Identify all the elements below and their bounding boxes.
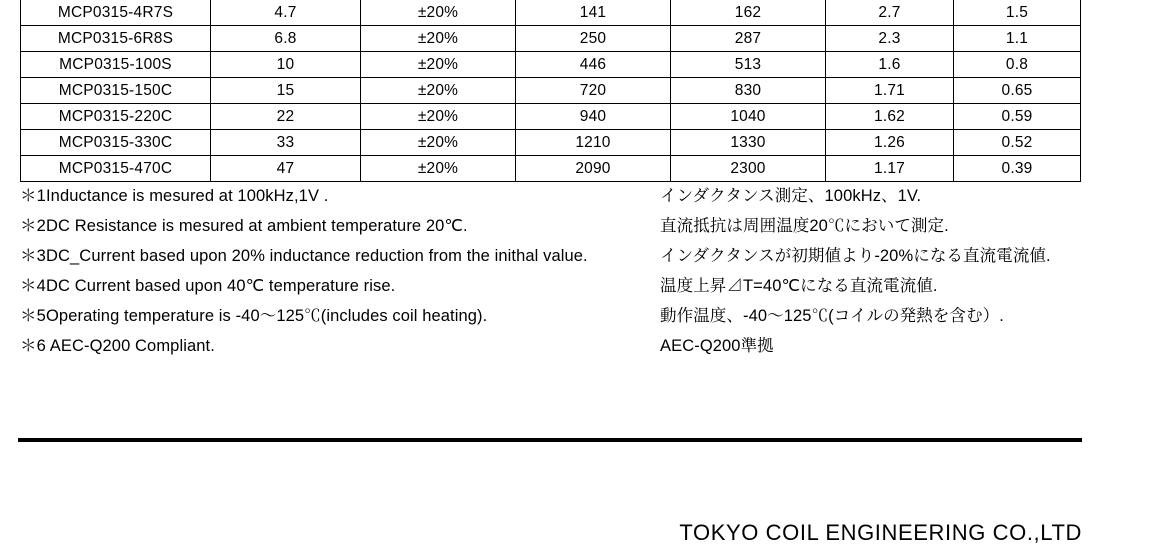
- cell-tolerance: ±20%: [361, 130, 516, 156]
- cell-part-number: MCP0315-4R7S: [21, 0, 211, 26]
- note-english: [20, 272, 660, 296]
- cell-tolerance: ±20%: [361, 104, 516, 130]
- cell-tolerance: ±20%: [361, 78, 516, 104]
- cell-idc-2: 0.39: [954, 156, 1081, 182]
- cell-idc-1: 1.17: [826, 156, 954, 182]
- cell-idc-1: 1.62: [826, 104, 954, 130]
- note-english: [20, 302, 660, 326]
- table-row: [21, 0, 1081, 26]
- cell-idc-1: 2.3: [826, 26, 954, 52]
- cell-idc-1: 1.71: [826, 78, 954, 104]
- note-mark: ＊4: [20, 277, 46, 295]
- cell-dcr-max: 2300: [671, 156, 826, 182]
- cell-dcr-max: 1330: [671, 130, 826, 156]
- cell-tolerance: ±20%: [361, 0, 516, 26]
- cell-inductance: 47: [211, 156, 361, 182]
- table-row: [21, 104, 1081, 130]
- table-row: [21, 78, 1081, 104]
- company-name: TOKYO COIL ENGINEERING CO.,LTD: [679, 520, 1082, 545]
- note-english: [20, 242, 660, 266]
- note-mark: ＊1: [20, 187, 46, 205]
- cell-idc-1: 1.26: [826, 130, 954, 156]
- note-item: [20, 302, 1130, 332]
- note-item: [20, 212, 1130, 242]
- note-item: [20, 182, 1130, 212]
- cell-tolerance: ±20%: [361, 52, 516, 78]
- cell-dcr-typ: 446: [516, 52, 671, 78]
- cell-dcr-typ: 141: [516, 0, 671, 26]
- note-english: [20, 182, 660, 206]
- cell-dcr-max: 162: [671, 0, 826, 26]
- cell-idc-2: 0.59: [954, 104, 1081, 130]
- table-row: [21, 156, 1081, 182]
- footer-divider: [18, 438, 1082, 442]
- cell-part-number: MCP0315-100S: [21, 52, 211, 78]
- cell-dcr-max: 513: [671, 52, 826, 78]
- note-item: [20, 242, 1130, 272]
- note-japanese: インダクタンスが初期値より-20%になる直流電流値.: [660, 247, 1051, 265]
- note-mark: ＊6: [20, 337, 46, 355]
- note-mark: ＊2: [20, 217, 46, 235]
- note-japanese: インダクタンス測定、100kHz、1V.: [660, 187, 922, 205]
- note-item: [20, 272, 1130, 302]
- table-row: [21, 52, 1081, 78]
- notes-section: [20, 182, 1130, 362]
- cell-idc-2: 1.5: [954, 0, 1081, 26]
- note-english-text: DC_Current based upon 20% inductance reduction from the inithal value.: [46, 247, 588, 265]
- cell-idc-2: 1.1: [954, 26, 1081, 52]
- note-english-text: DC Current based upon 40℃ temperature rise.: [46, 277, 396, 295]
- cell-inductance: 22: [211, 104, 361, 130]
- cell-idc-2: 0.52: [954, 130, 1081, 156]
- cell-idc-1: 1.6: [826, 52, 954, 78]
- note-japanese: 直流抵抗は周囲温度20℃において測定.: [660, 217, 949, 235]
- cell-dcr-typ: 720: [516, 78, 671, 104]
- table-row: [21, 130, 1081, 156]
- note-english: [20, 212, 660, 236]
- note-english-text: AEC-Q200 Compliant.: [46, 337, 215, 355]
- cell-dcr-typ: 940: [516, 104, 671, 130]
- note-japanese: AEC-Q200準拠: [660, 337, 774, 355]
- cell-inductance: 33: [211, 130, 361, 156]
- cell-inductance: 10: [211, 52, 361, 78]
- cell-dcr-max: 287: [671, 26, 826, 52]
- cell-idc-2: 0.8: [954, 52, 1081, 78]
- note-mark: ＊3: [20, 247, 46, 265]
- note-english-text: Operating temperature is -40～125℃(includes coil heating).: [46, 307, 488, 325]
- cell-inductance: 6.8: [211, 26, 361, 52]
- cell-inductance: 15: [211, 78, 361, 104]
- cell-tolerance: ±20%: [361, 156, 516, 182]
- cell-tolerance: ±20%: [361, 26, 516, 52]
- cell-dcr-max: 1040: [671, 104, 826, 130]
- cell-inductance: 4.7: [211, 0, 361, 26]
- note-item: [20, 332, 1130, 362]
- specification-table: [20, 0, 1081, 182]
- note-japanese: 温度上昇⊿T=40℃になる直流電流値.: [660, 277, 938, 295]
- cell-part-number: MCP0315-150C: [21, 78, 211, 104]
- cell-part-number: MCP0315-220C: [21, 104, 211, 130]
- note-english-text: DC Resistance is mesured at ambient temperature 20℃.: [46, 217, 468, 235]
- cell-dcr-typ: 1210: [516, 130, 671, 156]
- cell-dcr-typ: 2090: [516, 156, 671, 182]
- note-english: [20, 332, 660, 356]
- cell-dcr-typ: 250: [516, 26, 671, 52]
- cell-part-number: MCP0315-330C: [21, 130, 211, 156]
- table-row: [21, 26, 1081, 52]
- cell-part-number: MCP0315-470C: [21, 156, 211, 182]
- note-mark: ＊5: [20, 307, 46, 325]
- note-japanese: 動作温度、-40～125℃(コイルの発熱を含む）.: [660, 307, 1004, 325]
- table-body: [21, 0, 1081, 182]
- cell-idc-2: 0.65: [954, 78, 1081, 104]
- cell-dcr-max: 830: [671, 78, 826, 104]
- cell-idc-1: 2.7: [826, 0, 954, 26]
- note-english-text: Inductance is mesured at 100kHz,1V .: [46, 187, 329, 205]
- cell-part-number: MCP0315-6R8S: [21, 26, 211, 52]
